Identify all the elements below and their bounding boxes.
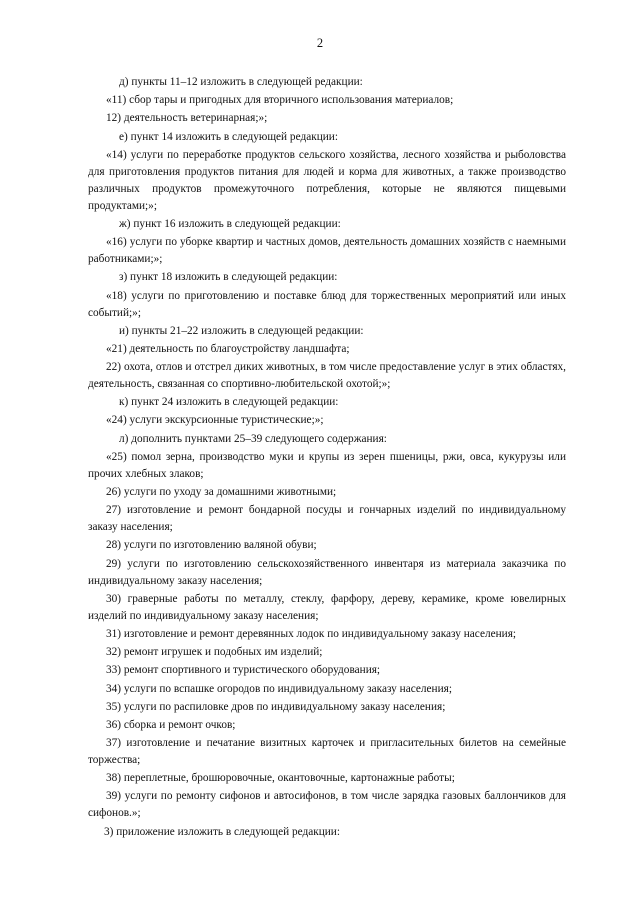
item-12: 12) деятельность ветеринарная;»; [106,112,268,125]
amendment-instruction-i: и) пункты 21–22 изложить в следующей редакции: [119,324,364,337]
item-33: 33) ремонт спортивного и туристического оборудования; [106,664,381,677]
item-21: «21) деятельность по благоустройству ландшафта; [106,342,350,355]
item-39: 39) услуги по ремонту сифонов и автосифонов, в том числе зарядка газовых баллончиков для сифонов.»; [88,790,566,820]
document-body [88,74,566,842]
item-28: 28) услуги по изготовлению валяной обуви; [106,539,317,552]
item-31: 31) изготовление и ремонт деревянных лодок по индивидуальному заказу населения; [106,627,517,640]
amendment-instruction-zh: ж) пункт 16 изложить в следующей редакции: [119,217,341,230]
item-26: 26) услуги по уходу за домашними животными; [106,486,337,498]
item-37: 37) изготовление и печатание визитных карточек и пригласительных билетов на семейные торжества; [88,737,566,767]
item-22: 22) охота, отлов и отстрел диких животных, в том числе предоставление услуг в этих областях, деятельность, связанная со спортивно-любительской охотой;»; [88,361,566,391]
item-36: 36) сборка и ремонт очков; [106,718,236,731]
item-14: «14) услуги по переработке продуктов сельского хозяйства, лесного хозяйства и рыболовства для приготовления продуктов питания для людей и корма для животных, а также производство различных продуктов промежуточного потребления, которые не являются пищевыми продуктами;»; [88,148,566,212]
amendment-instruction-k: к) пункт 24 изложить в следующей редакции: [119,396,339,409]
amendment-instruction-z: з) пункт 18 изложить в следующей редакции: [119,271,338,284]
item-35: 35) услуги по распиловке дров по индивидуальному заказу населения; [106,700,446,713]
item-24: «24) услуги экскурсионные туристические;»; [106,414,324,427]
amendment-instruction-l: л) дополнить пунктами 25–39 следующего содержания: [119,432,387,445]
item-18: «18) услуги по приготовлению и поставке блюд для торжественных мероприятий или иных событий;»; [88,289,566,319]
item-38: 38) переплетные, брошюровочные, окантовочные, картонажные работы; [106,772,455,785]
amendment-instruction-e: е) пункт 14 изложить в следующей редакции: [119,130,338,143]
amendment-instruction-3: 3) приложение изложить в следующей редакции: [104,825,340,838]
item-25: «25) помол зерна, производство муки и крупы из зерен пшеницы, ржи, овса, кукурузы или прочих хлебных злаков; [88,450,566,480]
page-number: 2 [316,36,324,50]
item-27: 27) изготовление и ремонт бондарной посуды и гончарных изделий по индивидуальному заказу населения; [88,504,566,534]
item-30: 30) граверные работы по металлу, стеклу, фарфору, дереву, керамике, кроме ювелирных изделий по индивидуальному заказу населения; [88,592,566,622]
item-11: «11) сбор тары и пригодных для вторичного использования материалов; [106,94,454,107]
amendment-instruction-d: д) пункты 11–12 изложить в следующей редакции: [119,76,363,88]
item-34: 34) услуги по вспашке огородов по индивидуальному заказу населения; [106,682,452,695]
item-29: 29) услуги по изготовлению сельскохозяйственного инвентаря из материала заказчика по индивидуальному заказу населения; [88,557,566,587]
item-16: «16) услуги по уборке квартир и частных домов, деятельность домашних хозяйств с наемными работниками;»; [88,236,566,266]
item-32: 32) ремонт игрушек и подобных им изделий; [106,646,323,659]
